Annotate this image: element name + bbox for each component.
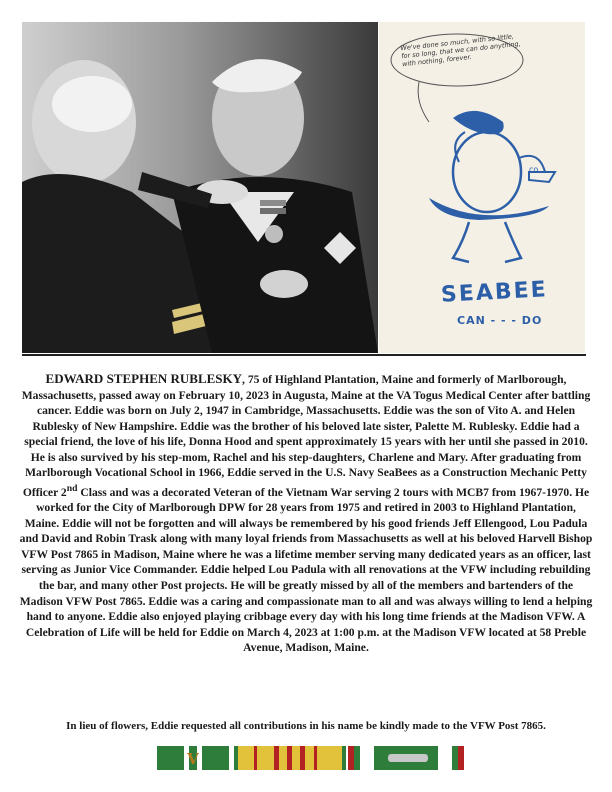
- ribbon-commendation: [154, 746, 232, 770]
- obituary-body-cont: Class and was a decorated Veteran of the Vietnam War serving 2 tours with MCB7 from 1967-1970. He worked for the City of Marlborough DPW for 28 years from 1975 and retired in 2003 to Highland Plantation, Maine. Eddie will not be forgotten and will always be remembered by his good friends Jeff Ellengood, Lou Padula and David and Robin Trask along with many loyal friends from Massachusetts as well at his beloved Harvell Bishop VFW Post 7865 in Madison, Maine where he was a lifetime member serving many dedicated years as an officer, last serving as Junior Vice Commander. Eddie helped Lou Padula with all renovations at the VFW including rebuilding the bar, and many other Post projects. He will be greatly missed by all of the members and bartenders of the Madison VFW Post 7865. Eddie was a caring and compassionate man to all and was always willing to lend a helping hand to anyone. Eddie also enjoyed playing cribbage every day with his long time friends at the Madison VFW. A Celebration of Life will be held for Eddie on March 4, 2023 at 1:00 p.m. at the Madison VFW located at 58 Preble Avenue, Madison, Maine.: [19, 485, 593, 655]
- can-do-motto: CAN - - - DO: [457, 314, 543, 327]
- medal-ceremony-photo: [22, 22, 378, 353]
- ribbon-bar: [154, 746, 464, 770]
- ribbon-vietnam-campaign: [348, 746, 464, 770]
- deceased-name: EDWARD STEPHEN RUBLESKY: [45, 371, 243, 386]
- ordinal-suffix: nd: [66, 482, 78, 494]
- seabee-title: SEABEE: [440, 277, 549, 308]
- photo-illustration: [22, 22, 378, 353]
- flowers-note: In lieu of flowers, Eddie requested all contributions in his name be kindly made to the VFW Post 7865.: [66, 720, 546, 732]
- divider-line: [22, 354, 586, 356]
- medal: [265, 225, 283, 243]
- ribbon-vietnam-service: [234, 746, 346, 770]
- obituary-text: [18, 371, 594, 656]
- seabee-motto-caption: We've done so much, with so little, for so long, that we can do anything, with nothing, forever.: [400, 32, 521, 69]
- obituary-body: , 75 of Highland Plantation, Maine and formerly of Marlborough, Massachusetts, passed away on February 10, 2023 in Augusta, Maine at the VA Togus Medical Center after battling cancer. Eddie was born on July 2, 1947 in Cambridge, Massachusetts. Eddie was the son of Vito A. and Helen Rublesky of New Hampshire. Eddie was the brother of his beloved late sister, Palette M. Rublesky. Eddie had a special friend, the love of his life, Donna Hood and spent approximately 15 years with her until she passed in 2010. He is also survived by his step-mom, Rachel and his step-daughters, Charlene and Mary. After graduating from Marlborough Vocational School in 1966, Eddie served in the U.S. Navy SeaBees as a Construction Mechanic Petty Officer 2: [21, 373, 591, 499]
- valor-device: V: [187, 750, 199, 768]
- seabee-cartoon: [379, 22, 585, 353]
- svg-text:co: co: [529, 165, 539, 174]
- service-ribbons: [154, 746, 464, 770]
